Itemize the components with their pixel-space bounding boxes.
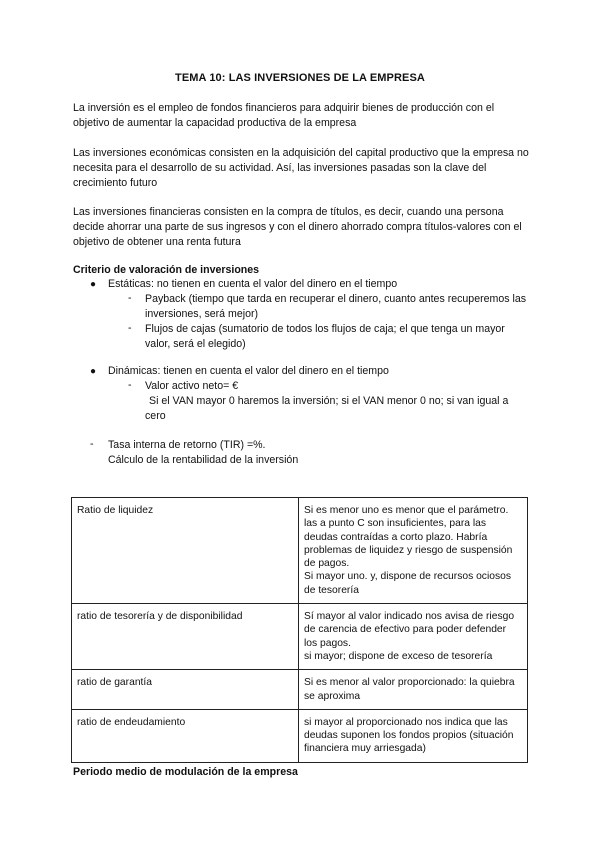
ratio-description: Sí mayor al valor indicado nos avisa de riesgo de carencia de efectivo para poder defender los pagos. si mayor; dispone de exceso de tesorería	[299, 604, 528, 670]
tir-label: Tasa interna de retorno (TIR) =%.	[108, 439, 266, 451]
footer-heading: Periodo medio de modulación de la empresa	[73, 766, 298, 778]
payback-item: Payback (tiempo que tarda en recuperar el dinero, cuanto antes recuperemos las inversiones, será mejor)	[145, 293, 527, 320]
table-row	[72, 670, 528, 710]
document-title: TEMA 10: LAS INVERSIONES DE LA EMPRESA	[175, 72, 425, 84]
ratio-name: Ratio de liquidez	[72, 498, 299, 604]
van-label: Valor activo neto= €	[145, 380, 239, 392]
van-note: Si el VAN mayor 0 haremos la inversión; si el VAN menor 0 no; si van igual a cero	[145, 395, 509, 422]
ratio-name: ratio de garantía	[72, 670, 299, 710]
dash-icon: -	[90, 438, 94, 450]
ratios-table	[71, 497, 528, 763]
criteria-heading: Criterio de valoración de inversiones	[73, 264, 260, 276]
ratio-description: Si es menor al valor proporcionado: la quiebra se aproxima	[299, 670, 528, 710]
bullet-dot-icon: ●	[90, 279, 97, 290]
ratio-name: ratio de endeudamiento	[72, 709, 299, 762]
tir-note: Cálculo de la rentabilidad de la inversión	[108, 454, 299, 466]
paragraph-inversion: La inversión es el empleo de fondos financieros para adquirir bienes de producción con el objetivo de aumentar la capacidad productiva de la empresa	[73, 102, 495, 129]
table-row	[72, 709, 528, 762]
ratio-description: si mayor al proporcionado nos indica que las deudas suponen los fondos propios (situación financiera muy arriesgada)	[299, 709, 528, 762]
dynamic-bullet: Dinámicas: tienen en cuenta el valor del dinero en el tiempo	[108, 365, 389, 377]
bullet-dot-icon: ●	[90, 366, 97, 377]
table-row	[72, 604, 528, 670]
paragraph-inversiones-economicas: Las inversiones económicas consisten en la adquisición del capital productivo que la empresa no necesita para el desarrollo de su actividad. Así, las inversiones pasadas son la clave del crecimiento futuro	[73, 147, 529, 189]
ratio-name: ratio de tesorería y de disponibilidad	[72, 604, 299, 670]
static-bullet: Estáticas: no tienen en cuenta el valor del dinero en el tiempo	[108, 278, 398, 290]
paragraph-inversiones-financieras: Las inversiones financieras consisten en la compra de títulos, es decir, cuando una persona decide ahorrar una parte de sus ingresos y con el dinero ahorrado compra títulos-valores con el objetivo de obtener una renta futura	[73, 206, 522, 248]
cash-flows-item: Flujos de cajas (sumatorio de todos los flujos de caja; el que tenga un mayor valor, será el elegido)	[145, 323, 505, 350]
dash-icon: -	[128, 379, 132, 391]
ratio-description: Si es menor uno es menor que el parámetro. las a punto C son insuficientes, para las deudas contraídas a corto plazo. Habría problemas de liquidez y riesgo de suspensión de pagos. Si mayor uno. y, dispone de recursos ociosos de tesorería	[299, 498, 528, 604]
dash-icon: -	[128, 292, 132, 304]
table-row	[72, 498, 528, 604]
dash-icon: -	[128, 322, 132, 334]
